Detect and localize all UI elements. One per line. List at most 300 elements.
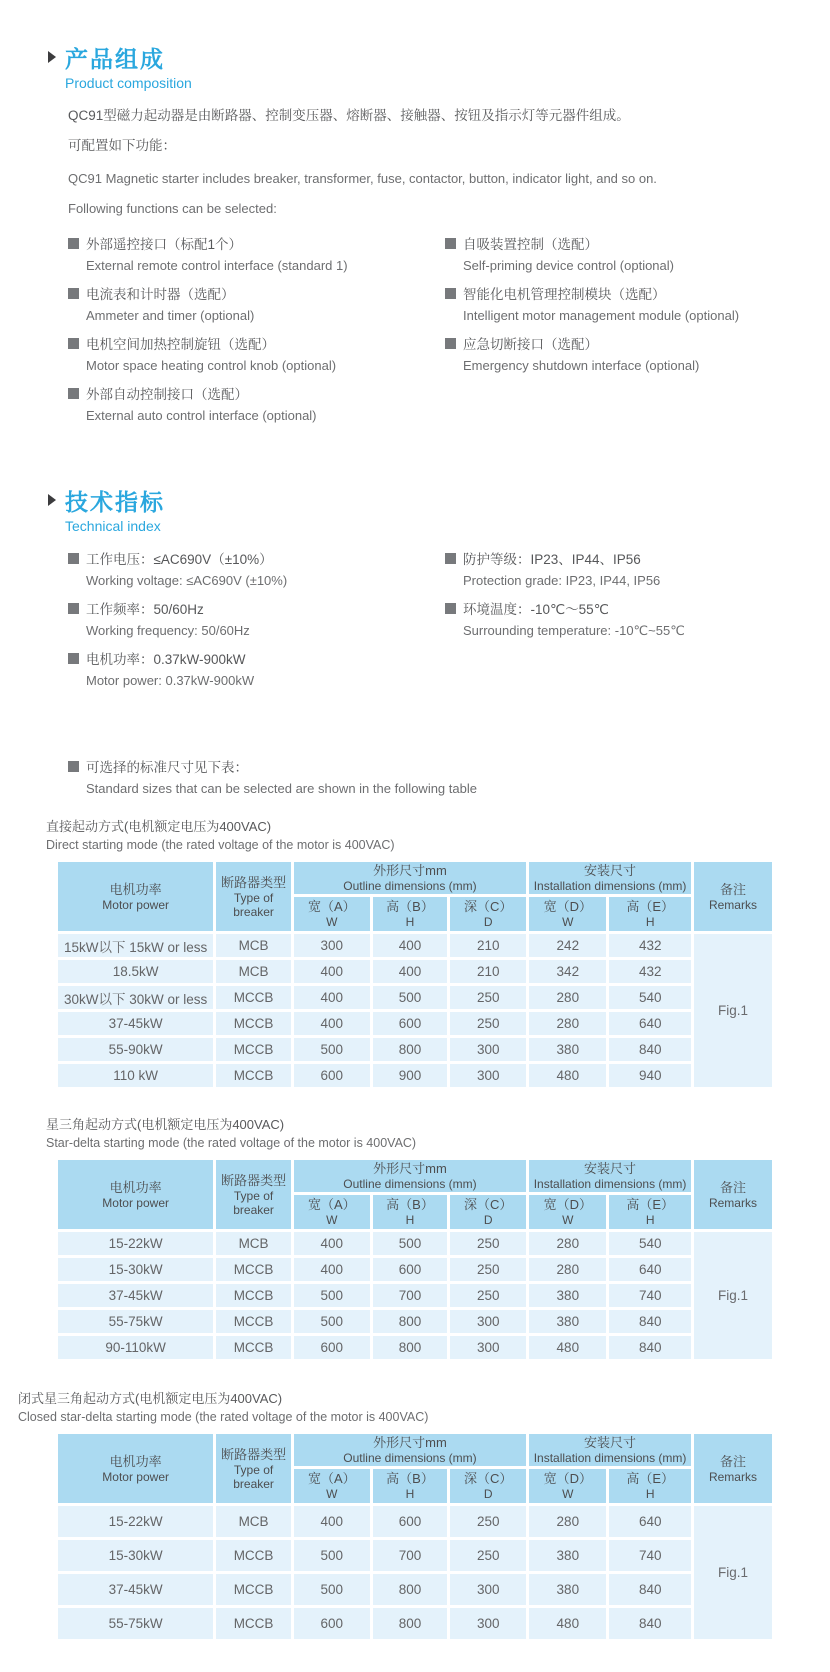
table-cell: 250 xyxy=(450,1258,526,1281)
table-row xyxy=(58,1336,772,1359)
list-item-text-en: Motor space heating control knob (optional) xyxy=(86,358,337,373)
section-title-row xyxy=(46,42,802,72)
header-text-en: W xyxy=(562,1487,574,1501)
header-installation-dimensions xyxy=(529,1434,691,1466)
section-title-row xyxy=(46,485,802,515)
feature-column-left xyxy=(68,233,445,433)
table-cell: 540 xyxy=(609,986,690,1009)
list-item-text-en: Ammeter and timer (optional) xyxy=(86,308,255,323)
header-text-en: H xyxy=(405,915,415,929)
header-text-cn: 深（C） xyxy=(464,899,513,914)
table-body xyxy=(58,934,772,1087)
header-text-en: H xyxy=(405,1487,415,1501)
table-cell: 600 xyxy=(294,1608,370,1639)
header-sub-dimension xyxy=(450,897,526,931)
list-item-line-cn xyxy=(68,548,445,568)
header-text-cn: 宽（D） xyxy=(543,1197,592,1212)
size-table-closed-star-delta xyxy=(55,1431,775,1642)
table-cell: 250 xyxy=(450,986,526,1009)
header-text-en: H xyxy=(405,1213,415,1227)
section-title-cn: 产品组成 xyxy=(65,45,165,72)
table-body xyxy=(58,1506,772,1639)
list-item xyxy=(445,283,802,325)
header-sub-dimension xyxy=(529,897,606,931)
note-line-cn xyxy=(68,756,802,776)
table-cell: 15-22kW xyxy=(58,1506,213,1537)
header-text-en: W xyxy=(326,1213,338,1227)
table-cell: MCB xyxy=(216,1232,291,1255)
table-row xyxy=(58,1232,772,1255)
table-cell: 840 xyxy=(609,1310,690,1333)
table-caption-en: Star-delta starting mode (the rated voltage of the motor is 400VAC) xyxy=(46,1136,417,1150)
list-item-text-cn: 自吸装置控制（选配） xyxy=(463,237,598,252)
header-text-cn: 断路器类型 xyxy=(221,874,287,890)
header-breaker-type xyxy=(216,1434,291,1503)
header-text-en: Motor power xyxy=(102,897,169,912)
list-item-text-en: Motor power: 0.37kW-900kW xyxy=(86,673,255,688)
table-cell: 600 xyxy=(294,1064,370,1087)
header-sub-dimension xyxy=(294,1469,370,1503)
list-item xyxy=(68,648,445,690)
table-row xyxy=(58,960,772,983)
table-cell: 380 xyxy=(529,1038,606,1061)
header-text-cn: 电机功率 xyxy=(109,1179,162,1195)
header-text-en: D xyxy=(483,1213,493,1227)
header-text-cn: 电机功率 xyxy=(109,1453,162,1469)
header-text-cn: 宽（D） xyxy=(543,899,592,914)
header-text-cn: 外形尺寸mm xyxy=(373,863,447,878)
remark-cell: Fig.1 xyxy=(694,934,772,1087)
table-cell: 210 xyxy=(450,934,526,957)
header-text-en: Outline dimensions (mm) xyxy=(343,879,477,893)
product-composition-section xyxy=(46,42,802,433)
table-cell: 250 xyxy=(450,1506,526,1537)
header-text-en: H xyxy=(645,915,655,929)
table-cell: 600 xyxy=(373,1012,448,1035)
header-remarks xyxy=(694,1434,772,1503)
bullet-square-icon xyxy=(445,603,456,614)
size-table-star-delta xyxy=(55,1157,775,1362)
header-text-cn: 安装尺寸 xyxy=(584,863,637,878)
header-sub-dimension xyxy=(373,1195,448,1229)
table-cell: 840 xyxy=(609,1608,690,1639)
table-head xyxy=(58,1160,772,1229)
table-cell: 640 xyxy=(609,1258,690,1281)
intro-line-en-1: QC91 Magnetic starter includes breaker, transformer, fuse, contactor, button, indicator light, and so on. xyxy=(68,171,657,186)
list-item xyxy=(68,333,445,375)
header-motor-power xyxy=(58,862,213,931)
table-cell: 400 xyxy=(294,986,370,1009)
header-text-cn: 高（E） xyxy=(626,1197,675,1212)
table-caption-en: Direct starting mode (the rated voltage of the motor is 400VAC) xyxy=(46,838,395,852)
list-item-text-en: Working voltage: ≤AC690V (±10%) xyxy=(86,573,288,588)
list-item-text-cn: 外部自动控制接口（选配） xyxy=(86,387,248,402)
spec-column-left xyxy=(68,548,445,698)
table-cell: 280 xyxy=(529,1012,606,1035)
table-cell: 800 xyxy=(373,1574,448,1605)
list-item xyxy=(68,233,445,275)
header-text-en: Remarks xyxy=(708,1469,757,1484)
header-breaker-type xyxy=(216,1160,291,1229)
header-text-en: Installation dimensions (mm) xyxy=(533,879,687,893)
feature-columns xyxy=(68,233,802,433)
header-installation-dimensions xyxy=(529,1160,691,1192)
table-cell: MCCB xyxy=(216,1336,291,1359)
table-cell: 300 xyxy=(450,1038,526,1061)
table-cell: 280 xyxy=(529,1258,606,1281)
table-cell: 432 xyxy=(609,934,690,957)
table-cell: 800 xyxy=(373,1336,448,1359)
size-table-direct-starting xyxy=(55,859,775,1090)
header-text-cn: 外形尺寸mm xyxy=(373,1161,447,1176)
table-cell: MCCB xyxy=(216,1310,291,1333)
list-item-line-cn xyxy=(445,233,802,253)
table-cell: 37-45kW xyxy=(58,1284,213,1307)
table-cell: MCCB xyxy=(216,1284,291,1307)
header-text-en: Outline dimensions (mm) xyxy=(343,1177,477,1191)
bullet-square-icon xyxy=(68,553,79,564)
header-text-en: D xyxy=(483,915,493,929)
table-cell: 432 xyxy=(609,960,690,983)
table-cell: MCCB xyxy=(216,986,291,1009)
header-sub-dimension xyxy=(609,1469,690,1503)
table-cell: 800 xyxy=(373,1608,448,1639)
table-cell: 840 xyxy=(609,1038,690,1061)
header-motor-power xyxy=(58,1434,213,1503)
bullet-square-icon xyxy=(68,388,79,399)
header-text-en: H xyxy=(645,1487,655,1501)
header-text-cn: 安装尺寸 xyxy=(584,1161,637,1176)
table-cell: 400 xyxy=(294,1258,370,1281)
list-item-text-cn: 电机功率：0.37kW-900kW xyxy=(86,652,246,667)
table-cell: 380 xyxy=(529,1310,606,1333)
table-cell: 37-45kW xyxy=(58,1012,213,1035)
header-sub-dimension xyxy=(450,1469,526,1503)
feature-column-right xyxy=(445,233,802,433)
table-cell: 500 xyxy=(373,1232,448,1255)
header-outline-dimensions xyxy=(294,862,526,894)
table-cell: MCCB xyxy=(216,1574,291,1605)
table-row xyxy=(58,1284,772,1307)
table-cell: 15-30kW xyxy=(58,1258,213,1281)
header-text-cn: 宽（D） xyxy=(543,1471,592,1486)
bullet-square-icon xyxy=(68,338,79,349)
table-cell: 242 xyxy=(529,934,606,957)
table-cell: 110 kW xyxy=(58,1064,213,1087)
table-cell: 280 xyxy=(529,1232,606,1255)
table-cell: 500 xyxy=(294,1284,370,1307)
header-text-cn: 高（B） xyxy=(386,899,434,914)
note-text-cn: 可选择的标准尺寸见下表： xyxy=(86,760,248,775)
table-cell: 600 xyxy=(373,1258,448,1281)
header-text-en: Installation dimensions (mm) xyxy=(533,1451,687,1465)
header-text-en: Outline dimensions (mm) xyxy=(343,1451,477,1465)
table-cell: 400 xyxy=(294,960,370,983)
section-arrow-icon xyxy=(48,51,56,63)
table-cell: 380 xyxy=(529,1574,606,1605)
list-item-text-cn: 工作电压：≤AC690V（±10%） xyxy=(86,552,273,567)
table-caption-cn: 星三角起动方式(电机额定电压为400VAC) xyxy=(46,1117,285,1132)
list-item-line-cn xyxy=(445,598,802,618)
table-cell: 250 xyxy=(450,1012,526,1035)
header-text-en: Remarks xyxy=(708,897,757,912)
table-row xyxy=(58,1038,772,1061)
table-cell: 480 xyxy=(529,1064,606,1087)
header-row-groups xyxy=(58,1434,772,1466)
table-cell: 55-75kW xyxy=(58,1608,213,1639)
table-cell: MCB xyxy=(216,934,291,957)
table-cell: 300 xyxy=(450,1574,526,1605)
intro-line-en-2: Following functions can be selected: xyxy=(68,201,277,216)
table-cell: 380 xyxy=(529,1284,606,1307)
list-item-line-cn xyxy=(445,548,802,568)
table-cell: 90-110kW xyxy=(58,1336,213,1359)
header-remarks xyxy=(694,862,772,931)
list-item-text-en: Intelligent motor management module (optional) xyxy=(463,308,740,323)
header-sub-dimension xyxy=(609,1195,690,1229)
header-sub-dimension xyxy=(294,897,370,931)
table-cell: 15kW以下 15kW or less xyxy=(58,934,213,957)
header-text-cn: 深（C） xyxy=(464,1471,513,1486)
list-item xyxy=(445,333,802,375)
header-text-en: Type of breaker xyxy=(233,1462,274,1491)
list-item-text-cn: 工作频率：50/60Hz xyxy=(86,602,204,617)
table-cell: 37-45kW xyxy=(58,1574,213,1605)
table-cell: MCCB xyxy=(216,1608,291,1639)
table-cell: 600 xyxy=(294,1336,370,1359)
table-cell: 280 xyxy=(529,986,606,1009)
note-line-en: Standard sizes that can be selected are shown in the following table xyxy=(86,781,477,796)
header-text-en: Motor power xyxy=(102,1195,169,1210)
header-text-cn: 宽（A） xyxy=(307,899,356,914)
list-item xyxy=(445,598,802,640)
table-cell: 280 xyxy=(529,1506,606,1537)
table-cell: 840 xyxy=(609,1574,690,1605)
table-cell: 940 xyxy=(609,1064,690,1087)
table-cell: 400 xyxy=(373,934,448,957)
table-cell: MCCB xyxy=(216,1038,291,1061)
header-text-en: Remarks xyxy=(708,1195,757,1210)
header-text-en: W xyxy=(562,915,574,929)
table-cell: 500 xyxy=(294,1540,370,1571)
list-item-text-en: Surrounding temperature: -10℃~55℃ xyxy=(463,623,685,638)
table-row xyxy=(58,1608,772,1639)
header-text-cn: 外形尺寸mm xyxy=(373,1435,447,1450)
section-arrow-icon xyxy=(48,494,56,506)
table-cell: 250 xyxy=(450,1232,526,1255)
list-item-text-en: Emergency shutdown interface (optional) xyxy=(463,358,700,373)
bullet-square-icon xyxy=(445,238,456,249)
header-sub-dimension xyxy=(373,1469,448,1503)
table-cell: MCB xyxy=(216,1506,291,1537)
header-sub-dimension xyxy=(529,1469,606,1503)
list-item-text-cn: 外部遥控接口（标配1个） xyxy=(86,237,243,252)
bullet-square-icon xyxy=(445,553,456,564)
table-cell: 900 xyxy=(373,1064,448,1087)
list-item-line-cn xyxy=(445,333,802,353)
table-cell: 800 xyxy=(373,1038,448,1061)
standard-sizes-note xyxy=(68,756,802,798)
bullet-square-icon xyxy=(68,603,79,614)
table-cell: 18.5kW xyxy=(58,960,213,983)
header-text-cn: 断路器类型 xyxy=(221,1172,287,1188)
table-cell: 400 xyxy=(294,1232,370,1255)
list-item-text-cn: 电机空间加热控制旋钮（选配） xyxy=(86,337,275,352)
product-intro xyxy=(68,106,802,219)
table-cell: 740 xyxy=(609,1284,690,1307)
intro-line-cn-1: QC91型磁力起动器是由断路器、控制变压器、熔断器、接触器、按钮及指示灯等元器件组成。 xyxy=(68,108,630,123)
header-text-cn: 高（E） xyxy=(626,1471,675,1486)
header-installation-dimensions xyxy=(529,862,691,894)
direct-starting-table-block xyxy=(46,818,802,1090)
table-cell: 250 xyxy=(450,1540,526,1571)
table-cell: 700 xyxy=(373,1540,448,1571)
list-item-text-cn: 电流表和计时器（选配） xyxy=(86,287,235,302)
table-cell: 300 xyxy=(294,934,370,957)
table-cell: 700 xyxy=(373,1284,448,1307)
bullet-square-icon xyxy=(68,288,79,299)
table-row xyxy=(58,1258,772,1281)
header-motor-power xyxy=(58,1160,213,1229)
list-item xyxy=(68,383,445,425)
header-text-cn: 深（C） xyxy=(464,1197,513,1212)
header-sub-dimension xyxy=(294,1195,370,1229)
list-item-text-cn: 防护等级：IP23、IP44、IP56 xyxy=(463,552,641,567)
header-row-groups xyxy=(58,1160,772,1192)
header-text-cn: 断路器类型 xyxy=(221,1446,287,1462)
table-cell: MCCB xyxy=(216,1540,291,1571)
table-cell: 500 xyxy=(294,1574,370,1605)
bullet-square-icon xyxy=(445,288,456,299)
list-item-line-cn xyxy=(68,383,445,403)
table-row xyxy=(58,1540,772,1571)
list-item xyxy=(445,548,802,590)
table-cell: 400 xyxy=(294,1506,370,1537)
list-item-line-cn xyxy=(68,648,445,668)
list-item-text-cn: 智能化电机管理控制模块（选配） xyxy=(463,287,666,302)
table-cell: 55-90kW xyxy=(58,1038,213,1061)
header-breaker-type xyxy=(216,862,291,931)
table-cell: 500 xyxy=(294,1038,370,1061)
remark-cell: Fig.1 xyxy=(694,1506,772,1639)
list-item-text-en: Working frequency: 50/60Hz xyxy=(86,623,250,638)
table-cell: 640 xyxy=(609,1012,690,1035)
list-item-text-en: Protection grade: IP23, IP44, IP56 xyxy=(463,573,661,588)
bullet-square-icon xyxy=(68,653,79,664)
table-cell: 300 xyxy=(450,1064,526,1087)
table-cell: 210 xyxy=(450,960,526,983)
list-item xyxy=(445,233,802,275)
table-cell: 342 xyxy=(529,960,606,983)
header-text-en: H xyxy=(645,1213,655,1227)
table-cell: 840 xyxy=(609,1336,690,1359)
spec-columns xyxy=(68,548,802,698)
table-row xyxy=(58,934,772,957)
header-text-cn: 宽（A） xyxy=(307,1197,356,1212)
header-text-en: Type of breaker xyxy=(233,890,274,919)
header-text-cn: 备注 xyxy=(719,1179,746,1195)
list-item-text-en: Self-priming device control (optional) xyxy=(463,258,674,273)
list-item-text-en: External remote control interface (standard 1) xyxy=(86,258,348,273)
table-cell: 400 xyxy=(373,960,448,983)
table-cell: 500 xyxy=(373,986,448,1009)
table-cell: 640 xyxy=(609,1506,690,1537)
header-text-cn: 宽（A） xyxy=(307,1471,356,1486)
table-cell: 540 xyxy=(609,1232,690,1255)
table-cell: 400 xyxy=(294,1012,370,1035)
table-row xyxy=(58,1064,772,1087)
list-item-text-cn: 应急切断接口（选配） xyxy=(463,337,598,352)
header-text-en: Installation dimensions (mm) xyxy=(533,1177,687,1191)
header-text-cn: 备注 xyxy=(719,881,746,897)
table-cell: 15-22kW xyxy=(58,1232,213,1255)
table-cell: 480 xyxy=(529,1336,606,1359)
list-item xyxy=(68,598,445,640)
list-item-line-cn xyxy=(68,233,445,253)
table-head xyxy=(58,862,772,931)
table-cell: 740 xyxy=(609,1540,690,1571)
table-cell: 800 xyxy=(373,1310,448,1333)
list-item-line-cn xyxy=(68,333,445,353)
list-item-line-cn xyxy=(68,283,445,303)
header-text-en: D xyxy=(483,1487,493,1501)
section-title-en: Product composition xyxy=(65,75,192,91)
list-item-text-en: External auto control interface (optional) xyxy=(86,408,317,423)
table-cell: 300 xyxy=(450,1336,526,1359)
table-cell: 500 xyxy=(294,1310,370,1333)
header-text-cn: 高（B） xyxy=(386,1471,434,1486)
header-sub-dimension xyxy=(529,1195,606,1229)
remark-cell: Fig.1 xyxy=(694,1232,772,1359)
header-sub-dimension xyxy=(450,1195,526,1229)
header-row-groups xyxy=(58,862,772,894)
list-item xyxy=(68,548,445,590)
table-caption-cn: 直接起动方式(电机额定电压为400VAC) xyxy=(46,819,272,834)
table-cell: MCCB xyxy=(216,1258,291,1281)
header-text-en: Type of breaker xyxy=(233,1188,274,1217)
technical-index-section xyxy=(46,485,802,698)
table-cell: MCCB xyxy=(216,1012,291,1035)
table-caption-en: Closed star-delta starting mode (the rated voltage of the motor is 400VAC) xyxy=(18,1410,429,1424)
header-text-en: W xyxy=(326,1487,338,1501)
header-text-cn: 高（E） xyxy=(626,899,675,914)
header-text-en: Motor power xyxy=(102,1469,169,1484)
list-item-text-cn: 环境温度：-10℃～55℃ xyxy=(463,602,609,617)
star-delta-table-block xyxy=(46,1116,802,1362)
table-row xyxy=(58,986,772,1009)
header-sub-dimension xyxy=(609,897,690,931)
table-caption-cn: 闭式星三角起动方式(电机额定电压为400VAC) xyxy=(18,1391,283,1406)
list-item-line-cn xyxy=(445,283,802,303)
table-cell: 300 xyxy=(450,1310,526,1333)
header-text-cn: 电机功率 xyxy=(109,881,162,897)
intro-line-cn-2: 可配置如下功能： xyxy=(68,138,176,153)
bullet-square-icon xyxy=(68,238,79,249)
bullet-square-icon xyxy=(68,761,79,772)
table-cell: 380 xyxy=(529,1540,606,1571)
table-row xyxy=(58,1012,772,1035)
header-text-cn: 备注 xyxy=(719,1453,746,1469)
table-cell: 15-30kW xyxy=(58,1540,213,1571)
table-row xyxy=(58,1506,772,1537)
section-title-cn: 技术指标 xyxy=(65,488,165,515)
header-text-cn: 高（B） xyxy=(386,1197,434,1212)
header-text-en: W xyxy=(562,1213,574,1227)
list-item-line-cn xyxy=(68,598,445,618)
table-head xyxy=(58,1434,772,1503)
section-title-en: Technical index xyxy=(65,518,161,534)
table-row xyxy=(58,1310,772,1333)
